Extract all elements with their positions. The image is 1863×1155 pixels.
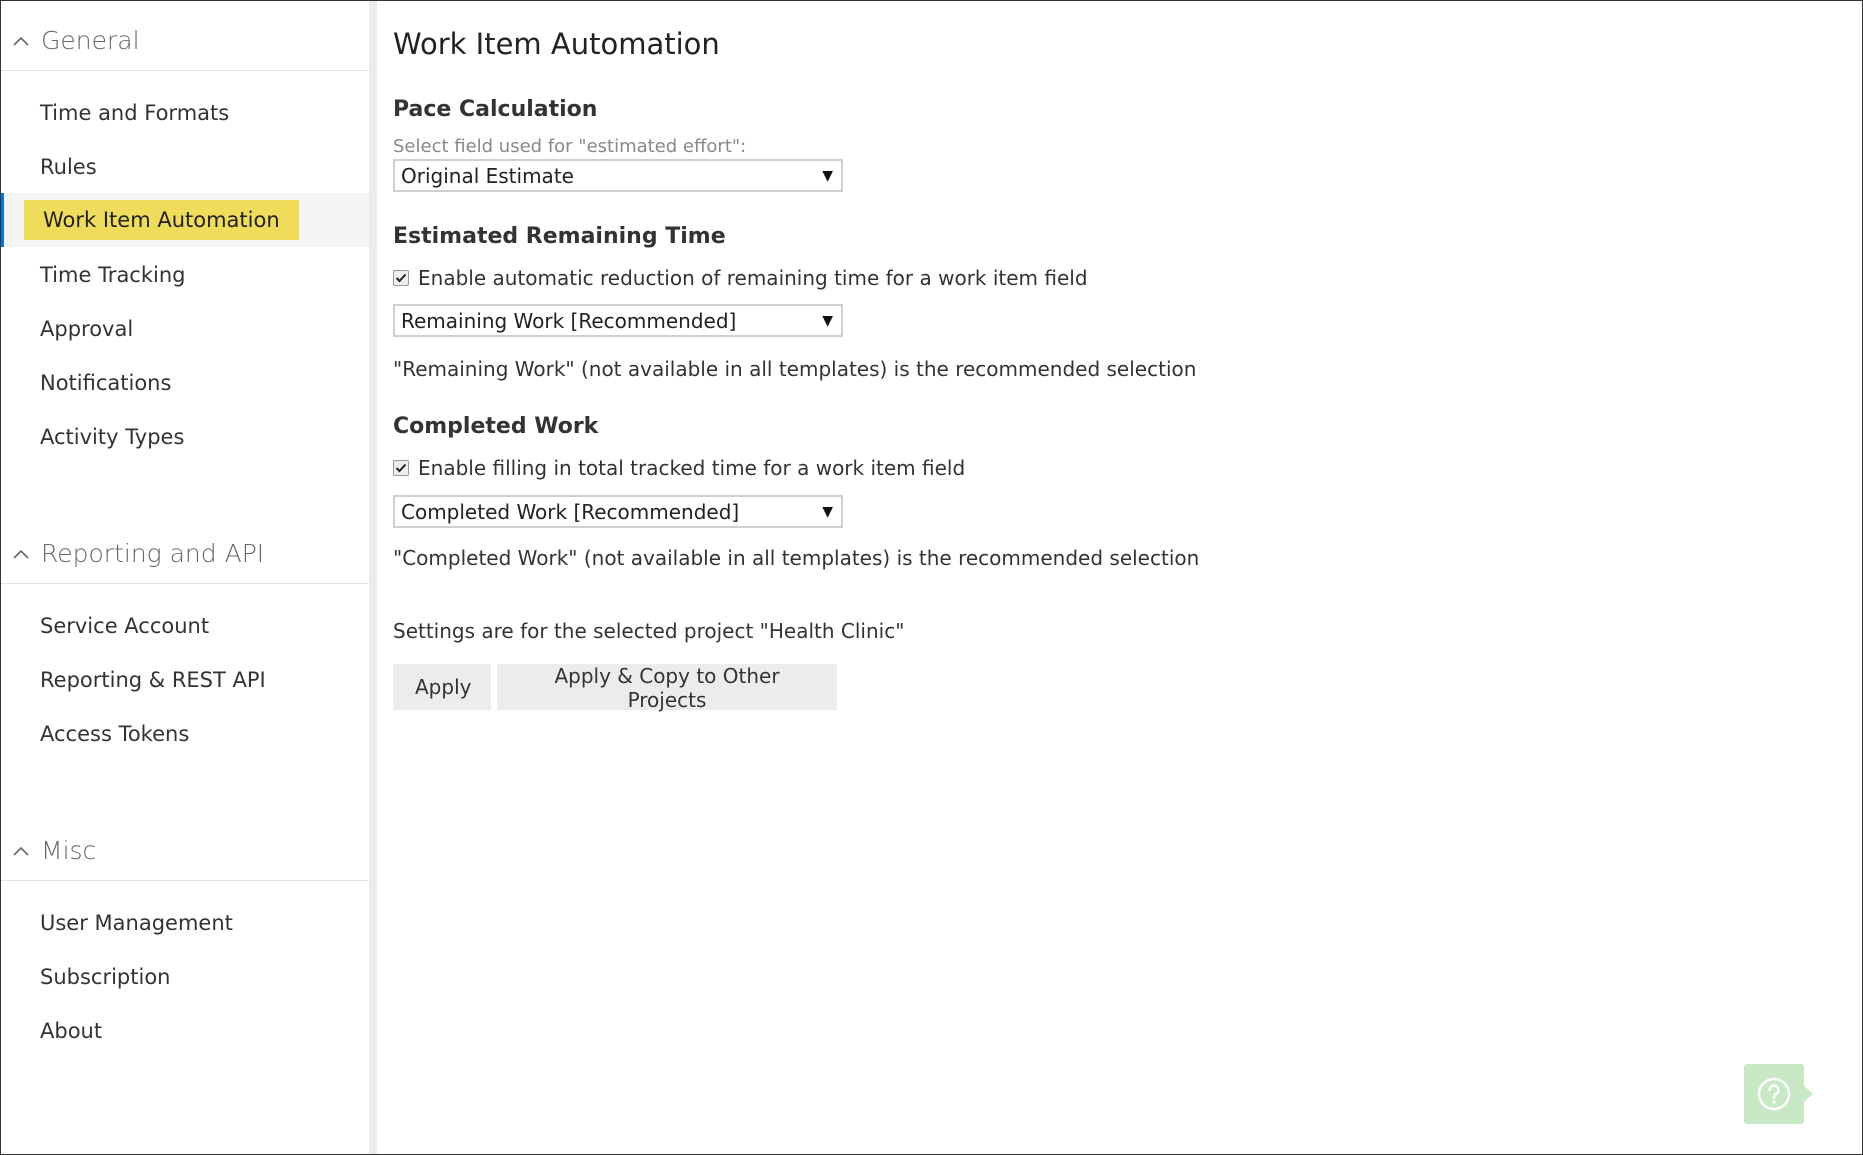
sidebar-item-label: Service Account — [40, 614, 210, 638]
chevron-up-icon — [1, 548, 41, 560]
caret-down-icon: ▼ — [822, 167, 833, 184]
sidebar-item-label: Time and Formats — [40, 101, 230, 125]
sidebar-item-label: User Management — [40, 911, 233, 935]
remaining-recommendation-note: "Remaining Work" (not available in all templates) is the recommended selection — [393, 357, 1197, 381]
sidebar-item-label: Approval — [40, 317, 134, 341]
sidebar-item-subscription[interactable] — [1, 950, 369, 1004]
completed-field-select[interactable] — [393, 495, 843, 528]
completed-checkbox-row — [393, 456, 965, 480]
sidebar-item-notifications[interactable] — [1, 356, 369, 410]
group-label: Misc — [41, 836, 97, 865]
sidebar-item-label: Notifications — [40, 371, 172, 395]
settings-sidebar — [1, 1, 369, 1154]
chevron-up-icon — [1, 845, 41, 857]
sidebar-item-access-tokens[interactable] — [1, 707, 369, 761]
completed-filling-checkbox[interactable] — [393, 460, 409, 476]
remaining-reduction-checkbox[interactable] — [393, 270, 409, 286]
caret-down-icon: ▼ — [822, 312, 833, 329]
section-title-pace-calculation: Pace Calculation — [393, 97, 598, 122]
help-button[interactable] — [1744, 1064, 1804, 1124]
checkmark-icon — [395, 273, 407, 283]
sidebar-item-label: Reporting & REST API — [40, 668, 266, 692]
group-header-misc[interactable] — [1, 821, 369, 881]
sidebar-item-time-tracking[interactable] — [1, 248, 369, 302]
group-label: Reporting and API — [41, 539, 265, 568]
group-label: General — [41, 26, 140, 55]
sidebar-item-activity-types[interactable] — [1, 410, 369, 464]
apply-copy-button[interactable]: Apply & Copy to Other Projects — [497, 664, 837, 710]
sidebar-item-label: Activity Types — [40, 425, 185, 449]
sidebar-item-work-item-automation[interactable] — [1, 193, 369, 247]
main-content — [393, 1, 1853, 1151]
chevron-up-icon — [1, 35, 41, 47]
sidebar-item-approval[interactable] — [1, 302, 369, 356]
apply-button[interactable]: Apply — [393, 664, 491, 710]
sidebar-item-label: Subscription — [40, 965, 171, 989]
sidebar-item-label: Work Item Automation — [24, 200, 299, 240]
sidebar-item-service-account[interactable] — [1, 599, 369, 653]
sidebar-item-reporting-rest-api[interactable] — [1, 653, 369, 707]
sidebar-item-rules[interactable] — [1, 140, 369, 194]
sidebar-item-label: Access Tokens — [40, 722, 190, 746]
completed-checkbox-label: Enable filling in total tracked time for a work item field — [418, 456, 966, 480]
project-settings-note: Settings are for the selected project "Health Clinic" — [393, 619, 905, 643]
select-value: Remaining Work [Recommended] — [401, 308, 737, 333]
sidebar-item-label: About — [40, 1019, 103, 1043]
sidebar-divider — [369, 1, 377, 1154]
section-title-estimated-remaining-time: Estimated Remaining Time — [393, 224, 726, 249]
sidebar-item-about[interactable] — [1, 1004, 369, 1058]
completed-recommendation-note: "Completed Work" (not available in all templates) is the recommended selection — [393, 546, 1200, 570]
remaining-checkbox-row — [393, 266, 1088, 290]
sidebar-item-time-and-formats[interactable] — [1, 86, 369, 140]
sidebar-item-label: Time Tracking — [40, 263, 186, 287]
select-value: Original Estimate — [401, 163, 574, 188]
question-mark-icon — [1756, 1076, 1792, 1112]
group-header-general[interactable] — [1, 11, 369, 71]
sidebar-item-user-management[interactable] — [1, 896, 369, 950]
select-value: Completed Work [Recommended] — [401, 499, 740, 524]
remaining-checkbox-label: Enable automatic reduction of remaining time for a work item field — [418, 266, 1088, 290]
sidebar-item-label: Rules — [40, 155, 97, 179]
pace-field-select[interactable] — [393, 159, 843, 192]
remaining-field-select[interactable] — [393, 304, 843, 337]
caret-down-icon: ▼ — [822, 503, 833, 520]
section-title-completed-work: Completed Work — [393, 414, 599, 439]
pace-field-hint: Select field used for "estimated effort": — [393, 136, 747, 157]
group-header-reporting-and-api[interactable] — [1, 524, 369, 584]
page-title: Work Item Automation — [393, 27, 720, 61]
checkmark-icon — [395, 463, 407, 473]
